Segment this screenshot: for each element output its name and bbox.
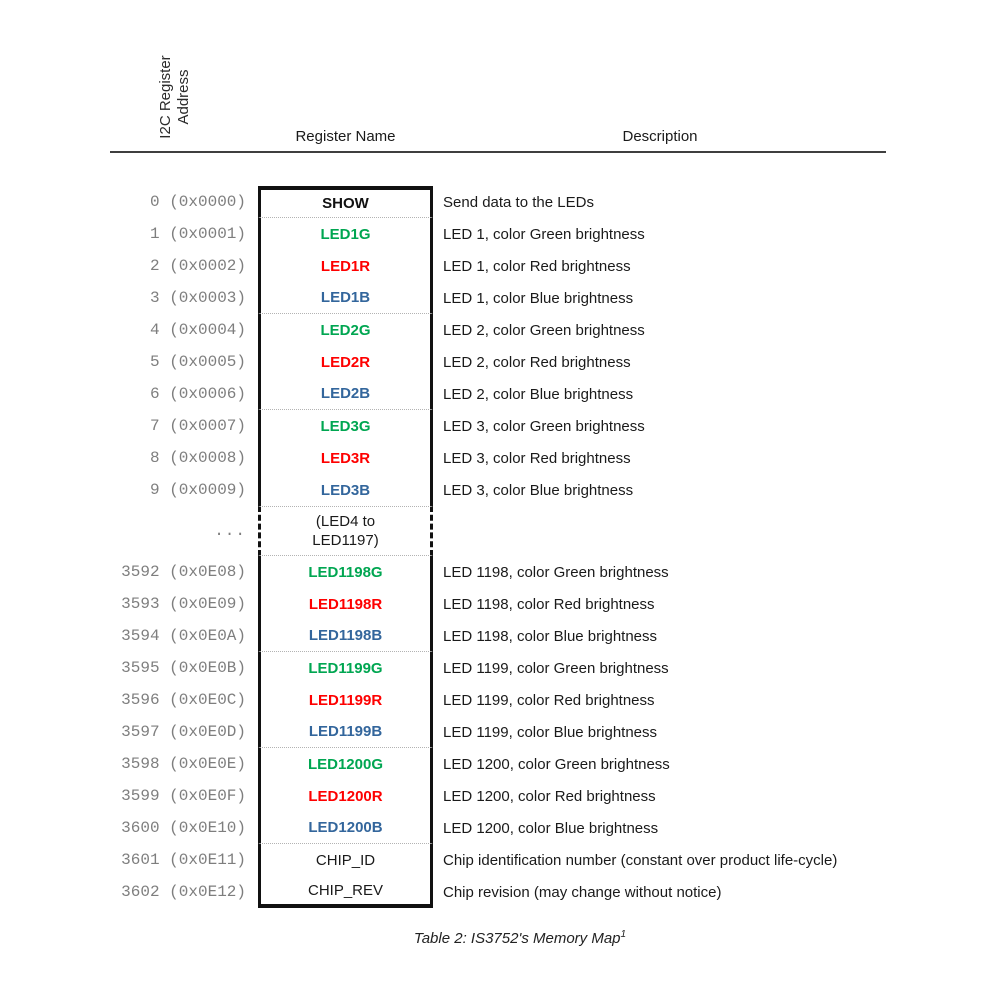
register-name-cell: LED1198G xyxy=(258,556,433,588)
register-name-cell: LED3R xyxy=(258,442,433,474)
table-row xyxy=(0,620,1000,652)
address-cell: 0 (0x0000) xyxy=(149,193,246,211)
table-row xyxy=(0,218,1000,250)
register-name-cell: LED1R xyxy=(258,250,433,282)
table-row xyxy=(0,378,1000,410)
register-name-cell: LED1198R xyxy=(258,588,433,620)
register-name-cell: CHIP_ID xyxy=(258,844,433,876)
address-cell: 3600 (0x0E10) xyxy=(121,819,246,837)
description-cell: LED 1199, color Red brightness xyxy=(443,691,655,709)
table-row xyxy=(0,684,1000,716)
register-name-cell: LED2B xyxy=(258,378,433,410)
description-cell: LED 2, color Blue brightness xyxy=(443,385,634,403)
table-row xyxy=(0,748,1000,780)
description-header: Description xyxy=(622,128,698,145)
register-name-cell: LED3B xyxy=(258,474,433,506)
address-cell: 3601 (0x0E11) xyxy=(121,851,246,869)
register-name-cell: LED2R xyxy=(258,346,433,378)
memory-map-table xyxy=(0,186,1000,908)
table-row xyxy=(0,314,1000,346)
description-cell xyxy=(433,506,1000,556)
description-cell: LED 1200, color Green brightness xyxy=(443,755,670,773)
register-name-cell: LED1B xyxy=(258,282,433,314)
description-cell: LED 3, color Red brightness xyxy=(443,449,631,467)
description-cell: LED 1199, color Blue brightness xyxy=(443,723,658,741)
address-cell: 2 (0x0002) xyxy=(149,257,246,275)
table-row xyxy=(0,442,1000,474)
description-cell: LED 3, color Green brightness xyxy=(443,417,645,435)
address-cell: 3592 (0x0E08) xyxy=(121,563,246,581)
register-name-cell: LED1G xyxy=(258,218,433,250)
register-name-cell: CHIP_REV xyxy=(258,876,433,908)
address-cell: 6 (0x0006) xyxy=(149,385,246,403)
description-cell: LED 2, color Green brightness xyxy=(443,321,645,339)
table-row xyxy=(0,588,1000,620)
description-cell: LED 2, color Red brightness xyxy=(443,353,631,371)
description-cell: LED 3, color Blue brightness xyxy=(443,481,634,499)
address-cell: 9 (0x0009) xyxy=(149,481,246,499)
address-cell: 3593 (0x0E09) xyxy=(121,595,246,613)
caption-text: Table 2: IS3752's Memory Map xyxy=(413,930,621,947)
description-cell: LED 1199, color Green brightness xyxy=(443,659,669,677)
table-row xyxy=(0,556,1000,588)
description-cell: LED 1198, color Red brightness xyxy=(443,595,655,613)
description-cell: Chip identification number (constant over product life-cycle) xyxy=(443,851,838,869)
rows-bottom-segment xyxy=(0,556,1000,908)
address-cell: 1 (0x0001) xyxy=(149,225,246,243)
i2c-register-address-line2: Address xyxy=(175,69,192,125)
header-rule xyxy=(110,151,886,153)
register-name-ellipsis-cell xyxy=(258,506,433,556)
register-name-cell: LED1199G xyxy=(258,652,433,684)
register-name-cell: LED1200G xyxy=(258,748,433,780)
description-cell: LED 1, color Green brightness xyxy=(443,225,645,243)
address-cell: 3597 (0x0E0D) xyxy=(121,723,246,741)
i2c-register-address-header xyxy=(157,45,193,149)
address-ellipsis: ... xyxy=(214,522,246,540)
description-cell: LED 1, color Blue brightness xyxy=(443,289,634,307)
address-cell: 5 (0x0005) xyxy=(149,353,246,371)
caption-footnote-marker: 1 xyxy=(620,929,627,940)
description-cell: LED 1198, color Green brightness xyxy=(443,563,669,581)
address-cell: 3602 (0x0E12) xyxy=(121,883,246,901)
address-cell: 3 (0x0003) xyxy=(149,289,246,307)
register-name-cell: LED1200R xyxy=(258,780,433,812)
address-cell: 3594 (0x0E0A) xyxy=(121,627,246,645)
address-cell: 8 (0x0008) xyxy=(149,449,246,467)
table-row xyxy=(0,844,1000,876)
register-name-cell: LED3G xyxy=(258,410,433,442)
register-name-cell: LED1199B xyxy=(258,716,433,748)
table-row xyxy=(0,652,1000,684)
address-cell: 3598 (0x0E0E) xyxy=(121,755,246,773)
description-cell: LED 1200, color Red brightness xyxy=(443,787,656,805)
description-cell: Chip revision (may change without notice) xyxy=(443,883,722,901)
table-row xyxy=(0,876,1000,908)
rows-top-segment xyxy=(0,186,1000,506)
register-name-cell: LED1199R xyxy=(258,684,433,716)
table-row xyxy=(0,716,1000,748)
i2c-register-address-line1: I2C Register xyxy=(157,55,174,139)
description-cell: LED 1198, color Blue brightness xyxy=(443,627,658,645)
address-cell: 3595 (0x0E0B) xyxy=(121,659,246,677)
table-row xyxy=(0,410,1000,442)
table-row xyxy=(0,812,1000,844)
description-cell: LED 1200, color Blue brightness xyxy=(443,819,659,837)
table-row xyxy=(0,186,1000,218)
register-name-cell: LED1200B xyxy=(258,812,433,844)
ellipsis-row xyxy=(0,506,1000,556)
address-cell: 3596 (0x0E0C) xyxy=(121,691,246,709)
register-name-cell: LED1198B xyxy=(258,620,433,652)
address-cell: 3599 (0x0E0F) xyxy=(121,787,246,805)
table-row xyxy=(0,250,1000,282)
table-row xyxy=(0,282,1000,314)
table-row xyxy=(0,346,1000,378)
description-cell: Send data to the LEDs xyxy=(443,193,594,211)
table-caption xyxy=(40,929,1000,947)
table-row xyxy=(0,474,1000,506)
ellipsis-name-line1: (LED4 to xyxy=(315,513,376,530)
description-cell: LED 1, color Red brightness xyxy=(443,257,631,275)
table-row xyxy=(0,780,1000,812)
address-cell: 4 (0x0004) xyxy=(149,321,246,339)
register-name-cell: LED2G xyxy=(258,314,433,346)
address-cell: 7 (0x0007) xyxy=(149,417,246,435)
ellipsis-name-line2: LED1197) xyxy=(312,532,379,549)
register-name-header: Register Name xyxy=(295,128,396,145)
register-name-cell: SHOW xyxy=(258,186,433,218)
